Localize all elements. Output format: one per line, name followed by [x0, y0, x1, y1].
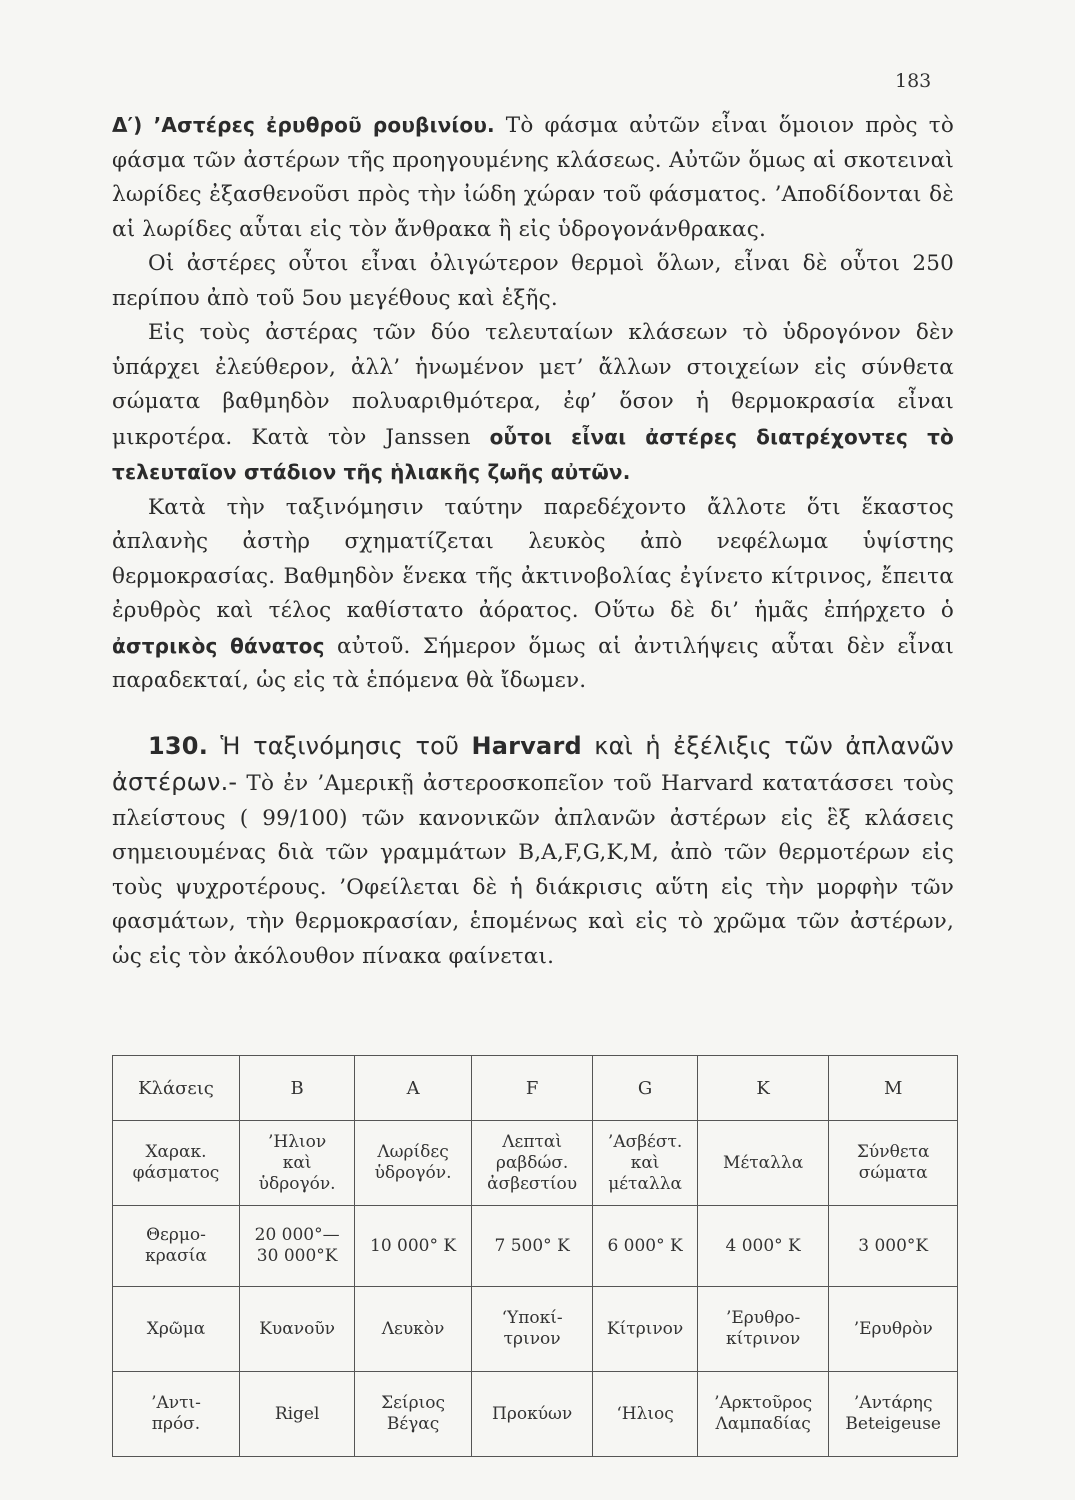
table-cell: 4 000° K: [697, 1206, 829, 1287]
table-header-cell: G: [593, 1056, 697, 1121]
section-number: 130.: [148, 731, 209, 760]
table-cell: ’Ηλιον καὶ ὑδρογόν.: [240, 1121, 355, 1206]
paragraph-text: Τὸ ἐν ’Αμερικῇ ἀστεροσκοπεῖον τοῦ Harvard κατατάσσει τοὺς πλείστους ( 99/100) τῶν κανονικῶν ἀπλανῶν ἀστέρων εἰς ἓξ κλάσεις σημειουμένας διὰ τῶν γραμμάτων B,A,F,G,K,M, ἀπὸ τῶν θερμοτέρων εἰς τοὺς ψυχροτέρους. ’Οφείλεται δὲ ἡ διάκρισις αὕτη εἰς τὴν μορφὴν τῶν φασμάτων, τὴν θερμοκρασίαν, ἑπομένως καὶ εἰς τὸ χρῶμα τῶν ἀστέρων, ὡς εἰς τὸν ἀκόλουθον πίνακα φαίνεται.: [112, 771, 954, 969]
table-cell: Μέταλλα: [697, 1121, 829, 1206]
table-cell: Κυανοῦν: [240, 1287, 355, 1372]
table-header-cell: Κλάσεις: [113, 1056, 240, 1121]
table-cell: Προκύων: [471, 1372, 593, 1457]
paragraph-hydrogen: [112, 316, 954, 491]
spectral-class-table: [112, 1055, 958, 1457]
table-cell: Σύνθετα σώματα: [829, 1121, 958, 1206]
table-cell: ’Ασβέστ. καὶ μέταλλα: [593, 1121, 697, 1206]
section-heading-delta: Δ′) ’Αστέρες ἐρυθροῦ ρουβινίου.: [112, 113, 495, 137]
section-title-harvard: Harvard: [471, 731, 582, 760]
section-title-part: καὶ ἡ ἐξέλιξις τῶν ἀπλανῶν ἀστέρων.-: [112, 731, 954, 796]
table-cell: 10 000° K: [355, 1206, 472, 1287]
table-cell: ’Αρκτοῦρος Λαμπαδίας: [697, 1372, 829, 1457]
table-cell: ’Ερυθρο- κίτρινον: [697, 1287, 829, 1372]
table-cell: Rigel: [240, 1372, 355, 1457]
emphasis-text: οὗτοι εἶναι ἀστέρες διατρέχοντες τὸ τελευταῖον στάδιον τῆς ἡλιακῆς ζωῆς αὐτῶν.: [112, 424, 954, 484]
paragraph-text: Κατὰ τὴν ταξινόμησιν ταύτην παρεδέχοντο ἄλλοτε ὅτι ἕκαστος ἀπλανὴς ἀστὴρ σχηματίζεται λευκὸς ἀπὸ νεφέλωμα ὑψίστης θερμοκρασίας. Βαθμηδὸν ἕνεκα τῆς ἀκτινοβολίας ἐγίνετο κίτρινος, ἔπειτα ἐρυθρὸς καὶ τέλος καθίστατο ἀόρατος. Οὕτω δὲ δι’ ἡμᾶς ἐπήρχετο ὁ: [112, 494, 954, 623]
table-row: [113, 1121, 958, 1206]
emphasis-text: ἀστρικὸς θάνατος: [112, 633, 325, 658]
paragraph-red-ruby-stars: [112, 108, 954, 247]
body-text: [112, 108, 954, 974]
table-cell: 6 000° K: [593, 1206, 697, 1287]
paragraph-text: Τὸ φάσμα αὐτῶν εἶναι ὅμοιον πρὸς τὸ φάσμα τῶν ἀστέρων τῆς προηγουμένης κλάσεως. Αὐτῶν ὅμως αἱ σκοτειναὶ λωρίδες ἐξασθενοῦσι πρὸς τὴν ἰώδη χώραν τοῦ φάσματος. ’Αποδίδονται δὲ αἱ λωρίδες αὗται εἰς τὸν ἄνθρακα ἢ εἰς ὑδρογονάνθρακας.: [112, 113, 954, 242]
paragraph-temperature: Οἱ ἀστέρες οὗτοι εἶναι ὀλιγώτερον θερμοὶ ὅλων, εἶναι δὲ οὗτοι 250 περίπου ἀπὸ τοῦ 5ου μεγέθους καὶ ἑξῆς.: [112, 251, 954, 311]
paragraph-text: αὐτοῦ. Σήμερον ὅμως αἱ ἀντιλήψεις αὗται δὲν εἶναι παραδεκταί, ὡς εἰς τὰ ἑπόμενα θὰ ἴδωμεν.: [112, 633, 954, 693]
table-cell: Λευκὸν: [355, 1287, 472, 1372]
table-cell: 3 000°K: [829, 1206, 958, 1287]
table-cell: 20 000°— 30 000°K: [240, 1206, 355, 1287]
page-number: 183: [895, 70, 932, 92]
table-cell: ‘Υποκί- τρινον: [471, 1287, 593, 1372]
paragraph-classification: [112, 491, 954, 699]
table-cell: ‘Ηλιος: [593, 1372, 697, 1457]
table-cell: ’Ερυθρὸν: [829, 1287, 958, 1372]
section-title-part: Ἡ ταξινόμησις τοῦ: [208, 731, 472, 760]
table-header-cell: A: [355, 1056, 472, 1121]
table-cell: Σείριος Βέγας: [355, 1372, 472, 1457]
table-cell: Λεπταὶ ραβδώσ. ἀσβεστίου: [471, 1121, 593, 1206]
table-header-cell: K: [697, 1056, 829, 1121]
table-row: [113, 1372, 958, 1457]
table-cell: Λωρίδες ὑδρογόν.: [355, 1121, 472, 1206]
table-cell: ’Αντάρης Beteigeuse: [829, 1372, 958, 1457]
row-label-color: Χρῶμα: [113, 1287, 240, 1372]
section-130: [112, 729, 954, 975]
row-label-representative: ’Αντι- πρόσ.: [113, 1372, 240, 1457]
table-cell: 7 500° K: [471, 1206, 593, 1287]
row-label-spectrum: Χαρακ. φάσματος: [113, 1121, 240, 1206]
table-row: [113, 1206, 958, 1287]
paragraph-text: Εἰς τοὺς ἀστέρας τῶν δύο τελευταίων κλάσεων τὸ ὑδρογόνον δὲν ὑπάρχει ἐλεύθερον, ἀλλ’ ἡνωμένον μετ’ ἄλλων στοιχείων εἰς σύνθετα σώματα βαθμηδὸν πολυαριθμότερα, ἐφ’ ὅσον ἡ θερμοκρασία εἶναι μικροτέρα. Κατὰ τὸν Janssen: [112, 320, 954, 450]
table-row: [113, 1287, 958, 1372]
table-header-cell: B: [240, 1056, 355, 1121]
table-header-row: [113, 1056, 958, 1121]
table-header-cell: F: [471, 1056, 593, 1121]
row-label-temperature: Θερμο- κρασία: [113, 1206, 240, 1287]
table-cell: Κίτρινον: [593, 1287, 697, 1372]
table-header-cell: M: [829, 1056, 958, 1121]
